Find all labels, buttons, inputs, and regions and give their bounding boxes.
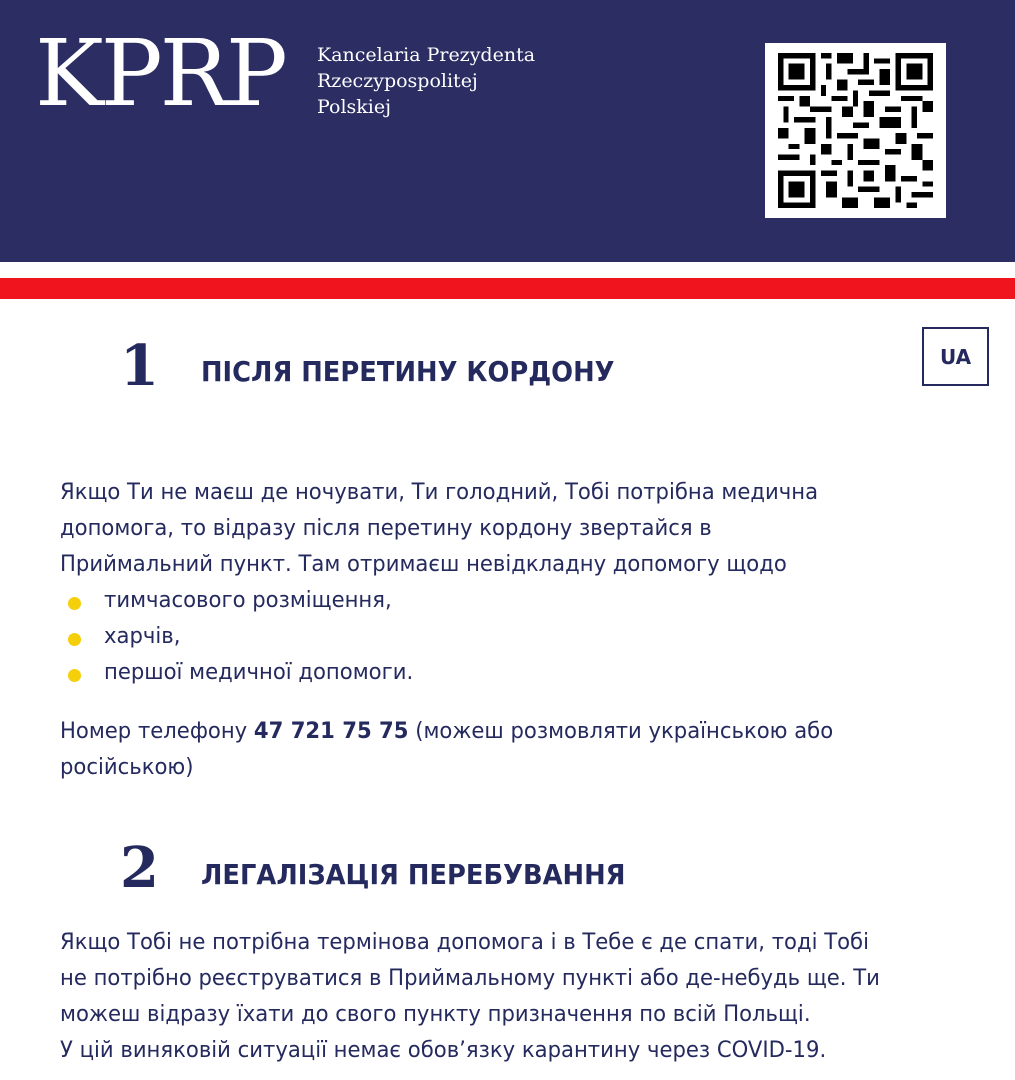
bullet-icon xyxy=(68,633,81,646)
organization-name xyxy=(317,42,535,120)
flag-stripe-white xyxy=(0,262,1015,278)
bullet-icon xyxy=(68,669,81,682)
section-2-line-2: не потрібно реєструватися в Приймальному пункті або де-небудь ще. Ти xyxy=(60,965,880,991)
section-1-line-3: Приймальний пункт. Там отримаєш невідкладну допомогу щодо xyxy=(60,551,787,577)
list-item xyxy=(60,582,990,618)
bullet-icon xyxy=(68,597,81,610)
list-item xyxy=(60,618,990,654)
phone-note-line-2: російською) xyxy=(60,754,194,780)
phone-line xyxy=(60,713,934,749)
phone-info xyxy=(60,713,990,785)
qr-code[interactable] xyxy=(765,43,946,218)
section-2-line-4: У цій виняковій ситуації немає обов’язку карантину через COVID-19. xyxy=(60,1037,827,1063)
section-1-line-1: Якщо Ти не маєш де ночувати, Ти голодний, Тобі потрібна медична xyxy=(60,479,819,505)
list-item xyxy=(60,654,990,690)
section-1-number: 1 xyxy=(120,333,159,399)
kprp-logo: KPRP xyxy=(35,20,285,127)
section-1-body xyxy=(60,474,990,690)
section-2-number: 2 xyxy=(120,835,159,901)
phone-label: Номер телефону xyxy=(60,718,248,744)
flag-stripe-red xyxy=(0,278,1015,299)
section-2-title: ЛЕГАЛІЗАЦІЯ ПЕРЕБУВАННЯ xyxy=(201,858,626,891)
header-banner xyxy=(0,0,1015,262)
language-badge: UA xyxy=(922,327,989,386)
section-1-line-2: допомога, то відразу після перетину кордону звертайся в xyxy=(60,515,712,541)
org-line-2: Rzeczypospolitej xyxy=(317,70,478,92)
org-line-1: Kancelaria Prezydenta xyxy=(317,44,536,66)
bullet-text-1: тимчасового розміщення, xyxy=(104,587,392,613)
phone-note: (можеш розмовляти українською або xyxy=(415,718,834,744)
org-line-3: Polskiej xyxy=(317,96,392,118)
bullet-text-3: першої медичної допомоги. xyxy=(104,659,414,685)
bullet-text-2: харчів, xyxy=(104,623,181,649)
section-2-line-3: можеш відразу їхати до свого пункту призначення по всій Польщі. xyxy=(60,1001,811,1027)
section-2-line-1: Якщо Тобі не потрібна термінова допомога і в Тебе є де спати, тоді Тобі xyxy=(60,929,869,955)
phone-number[interactable]: 47 721 75 75 xyxy=(253,718,409,744)
qr-code-icon xyxy=(777,53,934,208)
section-2-body xyxy=(60,924,990,1068)
section-1-title: ПІСЛЯ ПЕРЕТИНУ КОРДОНУ xyxy=(201,355,615,388)
